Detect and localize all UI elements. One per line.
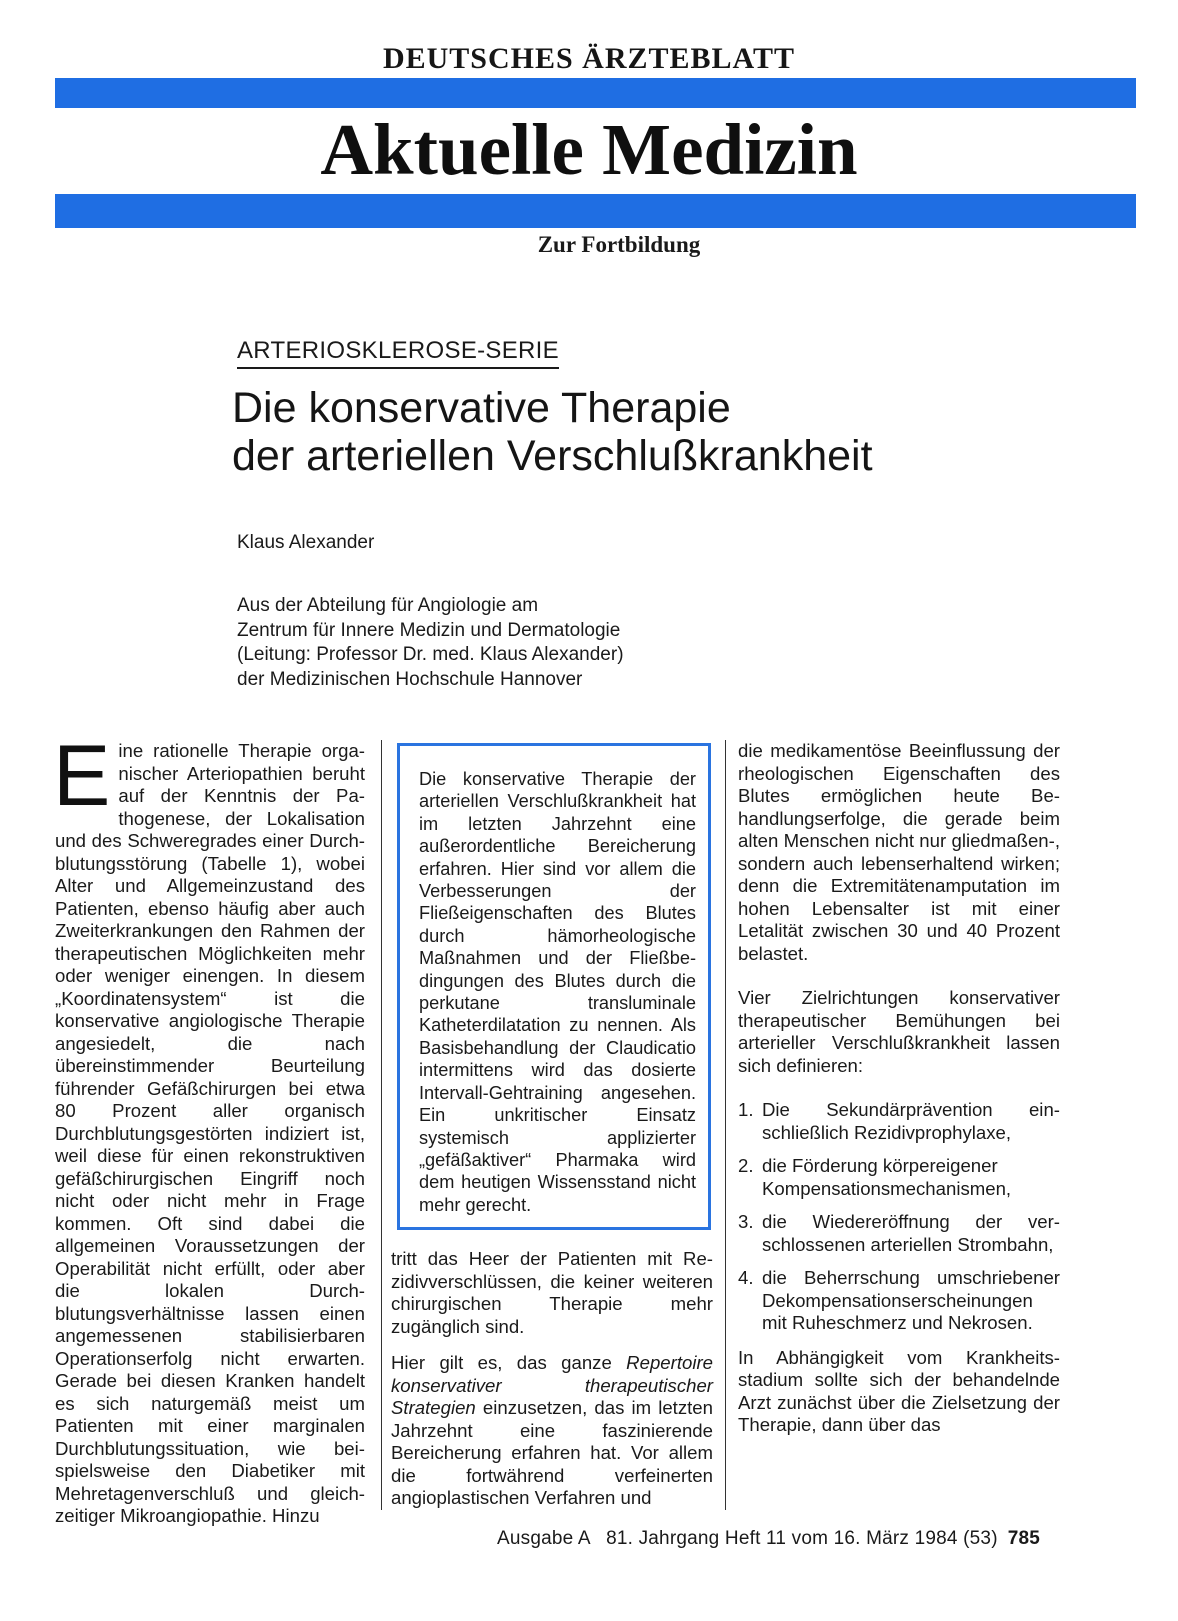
list-text: Die Sekundärprävention einschließlich Rezidivprophylaxe, [762,1099,1060,1143]
body-paragraph: ine rationelle Therapie organischer Arteriopathien beruht auf der Kenntnis der Pathogenese, der Lokalisation und des Schweregrades einer Durchblutungsstörung (Tabelle 1), wobei Alter und Allgemeinzustand des Patienten, ebenso häufig aber auch Zweiterkrankungen den Rahmen der therapeutischen Möglichkeiten mehr oder weniger einengen. In diesem „Koordinatensystem“ ist die konservative angiologische Therapie angesiedelt, die nach übereinstimmender Beurteilung führender Gefäßchirurgen bei etwa 80 Prozent aller organisch Durchblutungsgestörten indiziert ist, weil diese für einen rekonstruktiven gefäßchirurgischen Eingriff noch nicht oder nicht mehr in Frage kommen. Oft sind dabei die allgemeinen Voraussetzungen der Operabilität nicht erfüllt, oder aber die lokalen Durchblutungsverhältnisse lassen einen angemessenen stabilisierbaren Operationserfolg nicht erwarten. Gerade bei diesen Kranken handelt es sich naturgemäß meist um Patienten mit einer marginalen Durchblutungssituation, wie beispielsweise den Diabetiker mit Mehretagenverschluß und gleichzeitiger Mikroangiopathie. Hinzu [55,740,365,1526]
page-number: 785 [1007,1528,1041,1549]
section-title: Aktuelle Medizin [320,109,858,190]
list-text: die Beherrschung umschriebener Dekompensationserscheinungen mit Ruheschmerz und Nekrosen. [762,1267,1060,1333]
issue-info: Ausgabe A 81. Jahrgang Heft 11 vom 16. März 1984 (53) [497,1528,998,1549]
italic-emphasis: Repertoire konservativer therapeutischer Strategien [391,1352,713,1418]
abstract-text: Die konservative Therapie der arteriellen Verschlußkrankheit hat im letzten Jahrzehnt eine außerordentliche Bereicherung erfahren. Hier sind vor allem die Verbesserungen der Fließeigenschaften des Blutes durch hämorheologische Maßnahmen und der Fließbedingungen des Blutes durch die perkutane transluminale Katheterdilatation zu nennen. Als Basisbehandlung der Claudicatio intermittens wird das dosierte Intervall-Gehtraining angesehen. Ein unkritischer Einsatz systemisch applizierter „gefäßaktiver“ Pharmaka wird dem heutigen Wissensstand nicht mehr gerecht. [419,769,696,1215]
article-title [232,384,873,480]
affiliation-line: Zentrum für Innere Medizin und Dermatologie [237,619,621,641]
body-column-2 [391,1248,713,1510]
body-paragraph [391,1352,713,1510]
list-number: 3. [738,1211,754,1232]
goals-list [738,1099,1060,1335]
list-item [738,1099,1060,1144]
body-paragraph: Vier Zielrichtungen konservativer therapeutischer Bemühungen bei arterieller Verschlußkrankheit lassen sich definieren: [738,987,1060,1076]
article-title-line: Die konservative Therapie [232,384,731,432]
list-item [738,1267,1060,1335]
column-divider [725,740,726,1510]
abstract-box [397,743,711,1230]
list-number: 4. [738,1267,754,1288]
text-span: einzusetzen, das im letzten Jahrzehnt eine faszinierende Bereicherung erfahren hat. Vor allem die fortwährend verfeinerten angioplastischen Verfahren und [391,1397,713,1508]
series-label: ARTERIOSKLEROSE-SERIE [237,337,559,369]
body-paragraph: tritt das Heer der Patienten mit Rezidivverschlüssen, die keiner weiteren chirurgischen Therapie mehr zugänglich sind. [391,1248,713,1337]
body-paragraph: In Abhängigkeit vom Krankheitsstadium sollte sich der behandelnde Arzt zunächst über die Zielsetzung der Therapie, dann über das [738,1346,1060,1435]
body-column-3 [738,740,1060,1437]
list-item [738,1211,1060,1256]
list-item [738,1155,1060,1200]
masthead: DEUTSCHES ÄRZTEBLATT [382,42,796,75]
list-number: 2. [738,1155,754,1176]
body-column-1 [53,728,365,1528]
blue-band-bottom [55,194,1136,228]
list-number: 1. [738,1099,754,1120]
body-paragraph: die medikamentöse Beeinflussung der rheologischen Eigenschaften des Blutes ermöglichen heute Behandlungserfolge, die gerade beim alten Menschen nicht nur gliedmaßen-, sondern auch lebenserhaltend wirken; denn die Extremitätenamputation im hohen Lebensalter ist mit einer Letalität zwischen 30 und 40 Prozent belastet. [738,740,1060,964]
blue-band-top [55,78,1136,108]
article-title-line: der arteriellen Verschlußkrankheit [232,432,873,480]
affiliation-line: der Medizinischen Hochschule Hannover [237,668,583,690]
drop-cap: E [53,728,111,824]
subsection-title: Zur Fortbildung [537,232,701,257]
page-footer [497,1528,1040,1550]
list-text: die Förderung körpereigener Kompensationsmechanismen, [762,1155,1012,1199]
author: Klaus Alexander [237,532,375,553]
text-span: Hier gilt es, das ganze [391,1352,627,1373]
column-divider [381,740,382,1510]
affiliation-line: Aus der Abteilung für Angiologie am [237,595,539,616]
list-text: die Wiedereröffnung der verschlossenen arteriellen Strombahn, [762,1211,1060,1255]
affiliation [237,594,624,692]
affiliation-line: (Leitung: Professor Dr. med. Klaus Alexander) [237,644,624,665]
